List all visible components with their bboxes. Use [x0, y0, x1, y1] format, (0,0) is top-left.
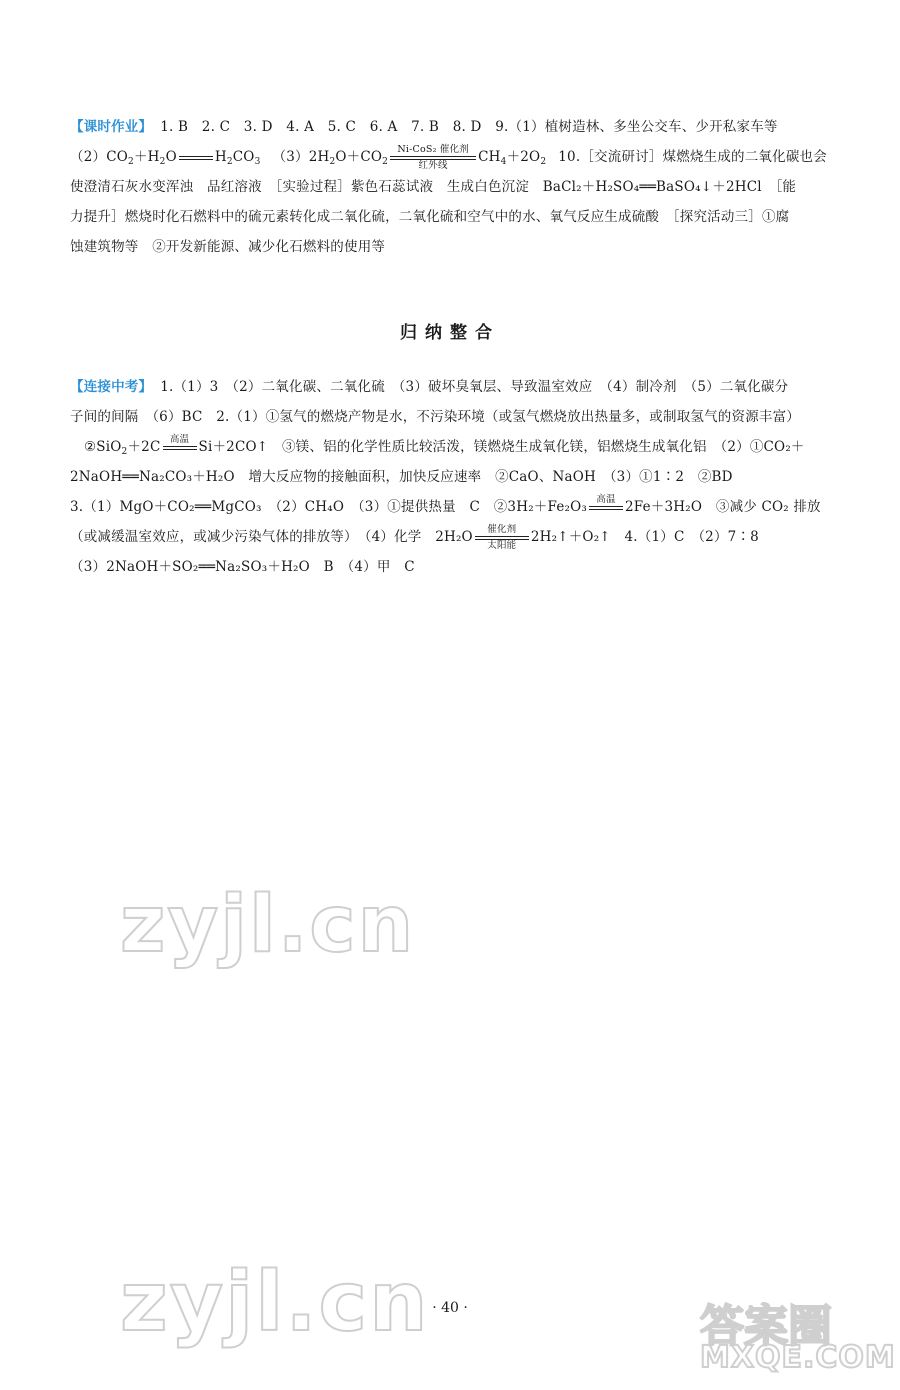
line — [70, 112, 850, 142]
text: （3）2H — [272, 149, 330, 165]
section-tag: 【连接中考】 — [70, 379, 153, 395]
watermark: zyjl.cn — [120, 880, 416, 970]
line: 子间的间隔 （6）BC 2.（1）①氢气的燃烧产物是水，不污染环境（或氢气燃烧放出热量多，或制取氢气的资源丰富） — [70, 409, 801, 425]
exam-link-answers — [70, 372, 850, 582]
text: ＋2O — [506, 149, 541, 165]
section-title: 归纳整合 — [400, 323, 500, 343]
watermark-logo: 答案圈 — [700, 1301, 832, 1352]
reaction-condition — [163, 434, 197, 462]
text: CO — [232, 149, 255, 165]
text: Si＋2CO↑ ③镁、铝的化学性质比较活泼，镁燃烧生成氧化镁，铝燃烧生成氧化铝 （2）①CO₂＋ — [198, 439, 805, 455]
text: ②SiO — [84, 439, 122, 455]
line: 力提升］燃烧时化石燃料中的硫元素转化成二氧化硫，二氧化硫和空气中的水、氧气反应生成硫酸 ［探究活动三］①腐 — [70, 209, 790, 225]
line — [70, 522, 850, 552]
equals-sign — [179, 144, 213, 172]
line: 蚀建筑物等 ②开发新能源、减少化石燃料的使用等 — [70, 239, 386, 255]
condition-top: 催化剂 — [487, 523, 517, 535]
watermark-site: MXQE.COM — [700, 1340, 896, 1375]
line — [70, 372, 850, 402]
text: H — [214, 149, 227, 165]
reaction-condition — [589, 494, 623, 522]
text: CH — [478, 149, 501, 165]
text: ＋2C — [127, 439, 161, 455]
condition-top: 高温 — [596, 493, 616, 505]
reaction-condition — [390, 144, 476, 172]
line — [70, 492, 850, 522]
homework-answers — [70, 112, 850, 262]
condition-top: 高温 — [169, 433, 190, 445]
text: 10.［交流研讨］煤燃烧生成的二氧化碳也会 — [558, 149, 827, 165]
text: （2）CO — [70, 149, 128, 165]
condition-bottom: 太阳能 — [487, 539, 517, 551]
text: ＋H — [133, 149, 160, 165]
text: 1.（1）3 （2）二氧化碳、二氧化硫 （3）破坏臭氧层、导致温室效应 （4）制冷剂 （5）二氧化碳分 — [160, 379, 789, 395]
line: ②SiO$_2$＋2C 高温 Si＋2CO↑ ③镁、铝的化学性质比较活泼，镁燃烧生成氧化镁，铝燃烧生成氧化铝 （2）①CO₂＋ — [70, 432, 850, 462]
line: $(2)CO_2+H_2O$ $H_2CO_3$ $(3)2H_2O+CO_2$ Ni-CoS₂ 催化剂 红外线 $CH_4+2O_2$ 10.［交流研讨］煤燃烧生成的二氧化碳也会 — [70, 143, 827, 171]
text: （或减缓温室效应，或减少污染气体的排放等） （4）化学 2H₂O — [70, 529, 473, 545]
watermark: zyjl.cn — [120, 1255, 430, 1350]
line: 使澄清石灰水变浑浊 品红溶液 ［实验过程］紫色石蕊试液 生成白色沉淀 BaCl₂＋H₂SO₄══BaSO₄↓＋2HCl ［能 — [70, 179, 797, 195]
section-tag: 【课时作业】 — [70, 119, 153, 135]
text: 2H₂↑＋O₂↑ 4.（1）C （2）7∶8 — [530, 529, 759, 545]
line: 2NaOH══Na₂CO₃＋H₂O 增大反应物的接触面积，加快反应速率 ②CaO、NaOH （3）①1∶2 ②BD — [70, 469, 733, 485]
text: 3.（1）MgO＋CO₂══MgCO₃ （2）CH₄O （3）①提供热量 C ②3H₂＋Fe₂O₃ — [70, 499, 588, 515]
text: 2Fe＋3H₂O ③减少 CO₂ 排放 — [625, 499, 821, 515]
text: O＋CO — [335, 149, 383, 165]
text: 1. B 2. C 3. D 4. A 5. C 6. A 7. B 8. D 9.（1）植树造林、多坐公交车、少开私家车等 — [160, 119, 778, 135]
page-number: · 40 · — [432, 1300, 468, 1316]
condition-top: Ni-CoS₂ 催化剂 — [397, 143, 469, 155]
line: （3）2NaOH＋SO₂══Na₂SO₃＋H₂O B （4）甲 C — [70, 559, 415, 575]
text: O — [165, 149, 177, 165]
condition-bottom: 红外线 — [418, 159, 448, 171]
reaction-condition — [475, 524, 529, 552]
